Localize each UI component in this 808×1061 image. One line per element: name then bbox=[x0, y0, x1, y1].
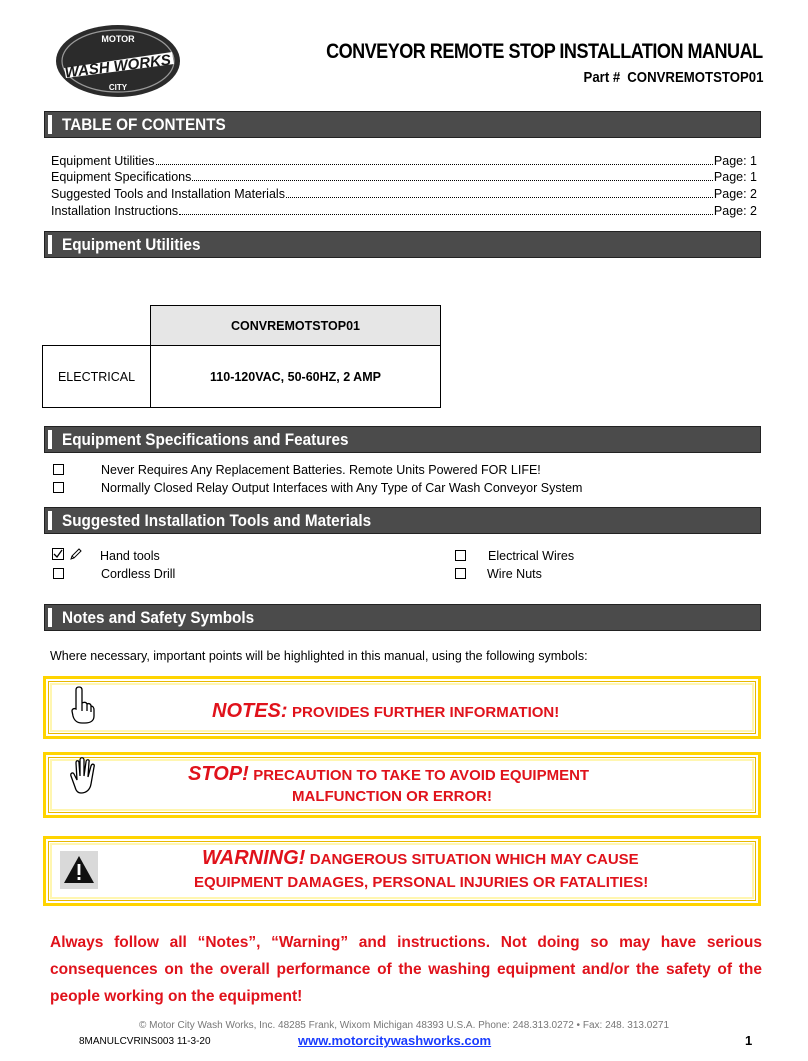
table-column-header: CONVREMOTSTOP01 bbox=[150, 305, 441, 346]
checkbox[interactable] bbox=[53, 482, 64, 493]
company-logo bbox=[52, 22, 184, 100]
pencil-icon bbox=[69, 547, 83, 561]
warning-message bbox=[202, 847, 639, 870]
page-number: 1 bbox=[745, 1033, 753, 1048]
toc-label: Suggested Tools and Installation Materials bbox=[51, 187, 285, 201]
toc-page: Page: 1 bbox=[713, 170, 757, 184]
toc-entry[interactable] bbox=[51, 168, 757, 184]
checkbox[interactable] bbox=[455, 568, 466, 579]
section-header-toc bbox=[44, 111, 761, 138]
checked-checkbox-icon[interactable] bbox=[52, 548, 64, 560]
material-item: Wire Nuts bbox=[487, 567, 542, 581]
section-header-safety bbox=[44, 604, 761, 631]
section-title: Notes and Safety Symbols bbox=[62, 608, 255, 627]
logo-top-text: MOTOR bbox=[101, 34, 135, 44]
toc-label: Equipment Specifications bbox=[51, 170, 192, 184]
footer-doc-code: 8MANULCVRINS003 11-3-20 bbox=[79, 1036, 211, 1047]
stop-message bbox=[188, 763, 589, 786]
section-title: TABLE OF CONTENTS bbox=[62, 115, 226, 134]
section-title: Equipment Utilities bbox=[62, 235, 201, 254]
stop-text-line1: PRECAUTION TO TAKE TO AVOID EQUIPMENT bbox=[253, 767, 590, 784]
notes-text: PROVIDES FURTHER INFORMATION! bbox=[292, 704, 560, 721]
toc-entry[interactable] bbox=[51, 202, 757, 218]
warning-keyword: WARNING! bbox=[202, 847, 306, 869]
logo-bottom-text: CITY bbox=[108, 83, 128, 92]
utilities-table bbox=[42, 305, 441, 408]
part-label: Part # bbox=[583, 69, 620, 86]
spec-item: Normally Closed Relay Output Interfaces with Any Type of Car Wash Conveyor System bbox=[101, 481, 583, 495]
table-cell-value: 110-120VAC, 50-60HZ, 2 AMP bbox=[150, 345, 441, 408]
logo-main-text: WASH WORKS bbox=[63, 51, 172, 82]
stop-hand-icon bbox=[67, 757, 97, 797]
checkbox[interactable] bbox=[53, 464, 64, 475]
notes-keyword: NOTES: bbox=[212, 700, 288, 722]
material-item: Electrical Wires bbox=[488, 549, 575, 563]
section-header-utilities bbox=[44, 231, 761, 258]
closing-warning: Always follow all “Notes”, “Warning” and instructions. Not doing so may have serious consequences on the overall performance of the washing equipment and/or the safety of the people working on the equipment! bbox=[50, 934, 762, 1005]
pointing-hand-icon bbox=[70, 685, 96, 725]
safety-intro: Where necessary, important points will be highlighted in this manual, using the following symbols: bbox=[50, 649, 588, 663]
spec-item: Never Requires Any Replacement Batteries. Remote Units Powered FOR LIFE! bbox=[101, 463, 541, 477]
stop-text-line2: MALFUNCTION OR ERROR! bbox=[292, 788, 492, 805]
table-row-label: ELECTRICAL bbox=[42, 345, 151, 408]
toc-entry[interactable] bbox=[51, 185, 757, 201]
checkbox[interactable] bbox=[455, 550, 466, 561]
toc-page: Page: 1 bbox=[713, 154, 757, 168]
notes-message bbox=[212, 700, 559, 723]
section-header-specs bbox=[44, 426, 761, 453]
toc-label: Installation Instructions bbox=[51, 204, 179, 218]
tool-item: Hand tools bbox=[100, 549, 160, 563]
toc-label: Equipment Utilities bbox=[51, 154, 155, 168]
toc-entry[interactable] bbox=[51, 152, 757, 168]
tool-item: Cordless Drill bbox=[101, 567, 176, 581]
warning-text-line2: EQUIPMENT DAMAGES, PERSONAL INJURIES OR FATALITIES! bbox=[194, 874, 649, 891]
warning-triangle-icon bbox=[60, 851, 98, 889]
footer-copyright: © Motor City Wash Works, Inc. 48285 Frank, Wixom Michigan 48393 U.S.A. Phone: 248.313.0272 • Fax: 248. 313.0271 bbox=[138, 1020, 670, 1031]
section-title: Equipment Specifications and Features bbox=[62, 430, 349, 449]
checkbox[interactable] bbox=[53, 568, 64, 579]
stop-keyword: STOP! bbox=[188, 763, 249, 785]
footer-website-link[interactable]: www.motorcitywashworks.com bbox=[298, 1033, 492, 1048]
section-header-tools bbox=[44, 507, 761, 534]
part-number: CONVREMOTSTOP01 bbox=[626, 69, 763, 86]
section-title: Suggested Installation Tools and Materials bbox=[62, 511, 372, 530]
warning-text-line1: DANGEROUS SITUATION WHICH MAY CAUSE bbox=[309, 851, 639, 868]
part-number-line bbox=[583, 69, 763, 86]
warning-text-line2-wrap bbox=[194, 874, 648, 892]
toc-page: Page: 2 bbox=[713, 204, 757, 218]
toc-page: Page: 2 bbox=[713, 187, 757, 201]
document-title: CONVEYOR REMOTE STOP INSTALLATION MANUAL bbox=[326, 40, 763, 63]
stop-text-line2-wrap bbox=[292, 788, 492, 806]
